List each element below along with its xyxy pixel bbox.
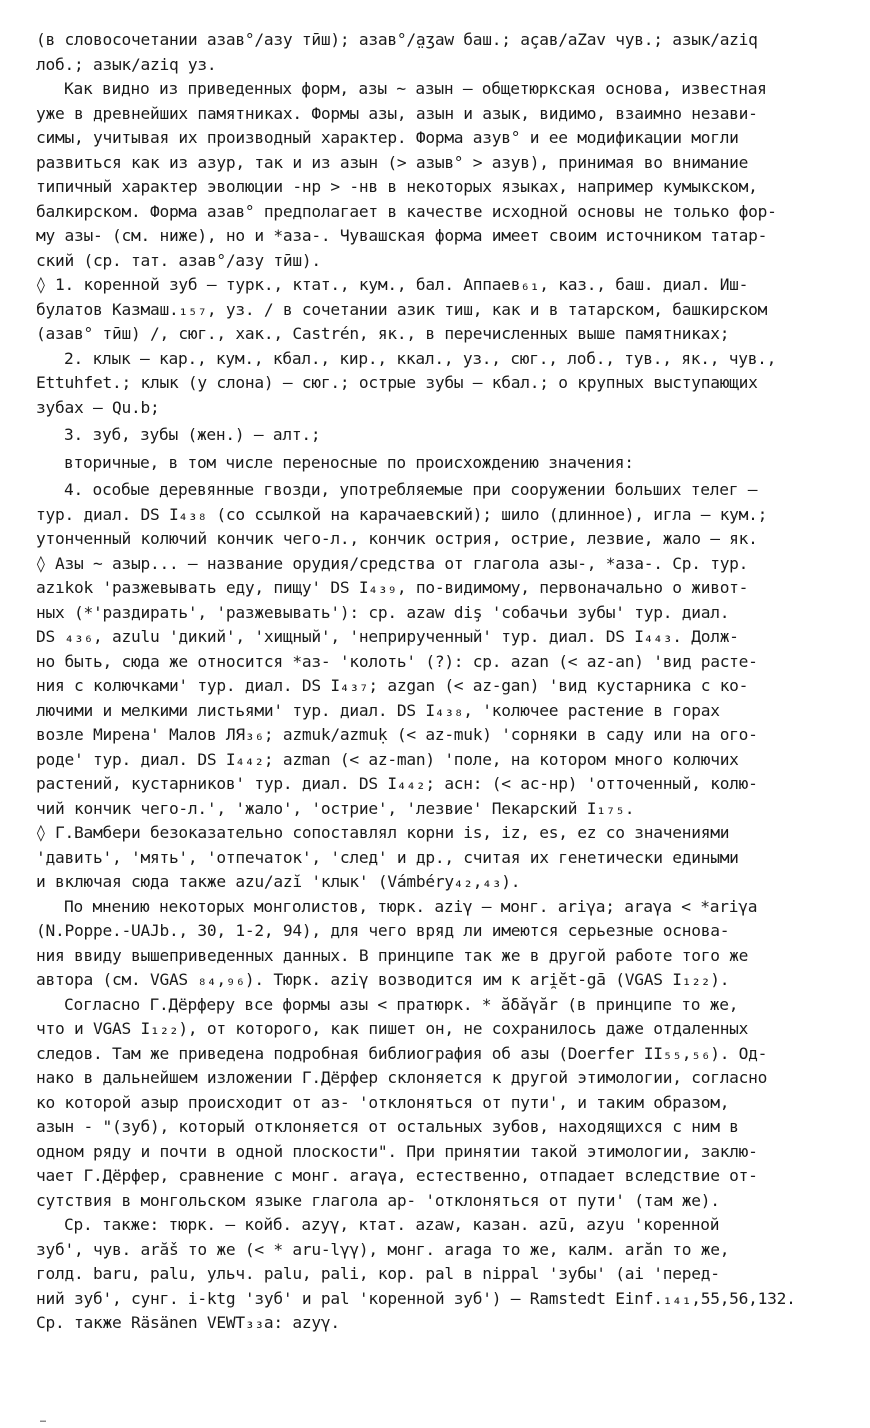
- text-line: азын - "(зуб), который отклоняется от остальных зубов, находящихся с ним в: [36, 1117, 739, 1136]
- text-line: балкирском. Форма азав° предполагает в качестве исходной основы не только фор-: [36, 201, 777, 221]
- text-line: сутствия в монгольском языке глагола ар- 'отклоняться от пути' (там же).: [36, 1190, 720, 1210]
- text-line: утонченный колючий кончик чего-л., кончик острия, острие, лезвие, жало — як.: [36, 529, 758, 548]
- text-line: вторичные, в том числе переносные по происхождению значения:: [64, 452, 634, 472]
- text-line: (в словосочетании азав°/азу тӣш); азав°/a̤ʒaw баш.; аҫав/aZav чув.; азык/aziq: [36, 30, 758, 49]
- text-line: ных (*'раздирать', 'разжевывать'): ср. azaw diş 'собачьи зубы' тур. диал.: [36, 602, 730, 622]
- footer-mark: …: [40, 1414, 47, 1425]
- document-body: [36, 28, 848, 1336]
- text-line: Как видно из приведенных форм, азы ~ азын — общетюркская основа, известная: [64, 79, 767, 98]
- text-line: зубах — Qu.b;: [36, 397, 160, 417]
- text-line: Ettuhfet.; клык (у слона) — сюг.; острые зубы — кбал.; о крупных выступающих: [36, 373, 758, 392]
- text-line: что и VGAS I₁₂₂), от которого, как пишет он, не сохранилось даже отдаленных: [36, 1019, 749, 1038]
- text-line: 'давить', 'мять', 'отпечаток', 'след' и др., считая их генетически едиными: [36, 847, 739, 867]
- text-line: DS ₄₃₆, azulu 'дикий', 'хищный', 'неприрученный' тур. диал. DS I₄₄₃. Долж-: [36, 627, 739, 646]
- text-line: ко которой азыр происходит от аз- 'отклоняться от пути', и таким образом,: [36, 1092, 730, 1112]
- text-line: ◊ 1. коренной зуб — турк., ктат., кум., бал. Аппаев₆₁, каз., баш. диал. Иш-: [36, 275, 749, 294]
- text-line: одном ряду и почти в одной плоскости". При принятии такой этимологии, заклю-: [36, 1141, 758, 1161]
- text-line: чий кончик чего-л.', 'жало', 'острие', 'лезвие' Пекарский I₁₇₅.: [36, 798, 635, 818]
- text-line: голд. baru, palu, ульч. palu, pali, кор. pal в nippal 'зубы' (ai 'перед-: [36, 1264, 720, 1283]
- text-line: Согласно Г.Дёрферу все формы азы < пратюрк. * ăδăγăr (в принципе то же,: [64, 994, 739, 1014]
- text-line: типичный характер эволюции -нр > -нв в некоторых языках, например кумыкском,: [36, 177, 758, 196]
- text-line: нако в дальнейшем изложении Г.Дёрфер склоняется к другой этимологии, согласно: [36, 1068, 768, 1087]
- text-line: автора (см. VGAS ₈₄,₉₆). Тюрк. aziγ возводится им к ari̯ĕt-gā (VGAS I₁₂₂).: [36, 970, 730, 989]
- text-line: чает Г.Дёрфер, сравнение с монг. araγa, естественно, отпадает вследствие от-: [36, 1166, 758, 1185]
- text-line: 3. зуб, зубы (жен.) — алт.;: [64, 425, 321, 444]
- text-line: возле Мирена' Малов ЛЯ₃₆; azmuk/azmuḳ (< az-muk) 'сорняки в саду или на ого-: [36, 725, 758, 744]
- text-line: уже в древнейших памятниках. Формы азы, азын и азык, видимо, взаимно незави-: [36, 103, 758, 123]
- text-line: По мнению некоторых монголистов, тюрк. aziγ — монг. ariγa; araγa < *ariγa: [64, 896, 758, 916]
- text-line: и включая сюда также azu/azĭ 'клык' (Vámbéry₄₂,₄₃).: [36, 872, 521, 891]
- text-line: 2. клык — кар., кум., кбал., кир., ккал., уз., сюг., лоб., тув., як., чув.,: [64, 348, 777, 368]
- text-line: симы, учитывая их производный характер. Форма азув° и ее модификации могли: [36, 128, 739, 147]
- text-line: булатов Казмаш.₁₅₇, уз. / в сочетании азик тиш, как и в татарском, башкирском: [36, 299, 768, 319]
- text-line: Ср. также: тюрк. — койб. azyγ, ктат. azaw, казан. azū, azyu 'коренной: [64, 1215, 720, 1234]
- text-line: лючими и мелкими листьями' тур. диал. DS I₄₃₈, 'колючее растение в горах: [36, 700, 720, 720]
- text-line: но быть, сюда же относится *аз- 'колоть' (?): ср. azan (< az-an) 'вид расте-: [36, 651, 758, 671]
- text-line: ский (ср. тат. азав°/азу тӣш).: [36, 250, 321, 270]
- text-line: Ср. также Räsänen VEWT₃₃a: azyγ.: [36, 1313, 340, 1332]
- text-line: следов. Там же приведена подробная библиография об азы (Doerfer II₅₅,₅₆). Од-: [36, 1043, 768, 1063]
- text-line: роде' тур. диал. DS I₄₄₂; azman (< az-man) 'поле, на котором много колючих: [36, 749, 739, 769]
- text-line: тур. диал. DS I₄₃₈ (со ссылкой на карачаевский); шило (длинное), игла — кум.;: [36, 504, 768, 524]
- text-line: растений, кустарников' тур. диал. DS I₄₄₂; асн: (< ас-нр) 'отточенный, колю-: [36, 774, 758, 793]
- text-line: (азав° тӣш) /, сюг., хак., Castrén, як., в перечисленных выше памятниках;: [36, 324, 730, 343]
- text-line: ний зуб', сунг. i-ktg 'зуб' и pal 'коренной зуб') — Ramstedt Einf.₁₄₁,55,56,132.: [36, 1288, 796, 1308]
- text-line: (N.Poppe.-UAJb., 30, 1-2, 94), для чего вряд ли имеются серьезные основа-: [36, 921, 730, 940]
- text-line: azıkok 'разжевывать еду, пищу' DS I₄₃₉, по-видимому, первоначально о живот-: [36, 578, 749, 597]
- text-line: му азы- (см. ниже), но и *аза-. Чувашская форма имеет своим источником татар-: [36, 226, 768, 245]
- text-line: ния ввиду вышеприведенных данных. В принципе так же в другой работе того же: [36, 945, 749, 965]
- text-line: ◊ Г.Вамбери безоказательно сопоставлял корни is, iz, es, ez со значениями: [36, 823, 730, 842]
- text-line: 4. особые деревянные гвозди, употребляемые при сооружении больших телег —: [64, 480, 758, 499]
- text-line: ◊ Азы ~ азыр... — название орудия/средства от глагола азы-, *аза-. Ср. тур.: [36, 553, 749, 573]
- text-line: ния с колючками' тур. диал. DS I₄₃₇; azgan (< az-gan) 'вид кустарника с ко-: [36, 676, 749, 695]
- text-line: развиться как из азур, так и из азын (> азыв° > азув), принимая во внимание: [36, 152, 749, 172]
- text-line: лоб.; азык/aziq уз.: [36, 54, 217, 74]
- text-line: зуб', чув. arăš то же (< * aru-lγγ), монг. araga то же, калм. arăn то же,: [36, 1239, 730, 1259]
